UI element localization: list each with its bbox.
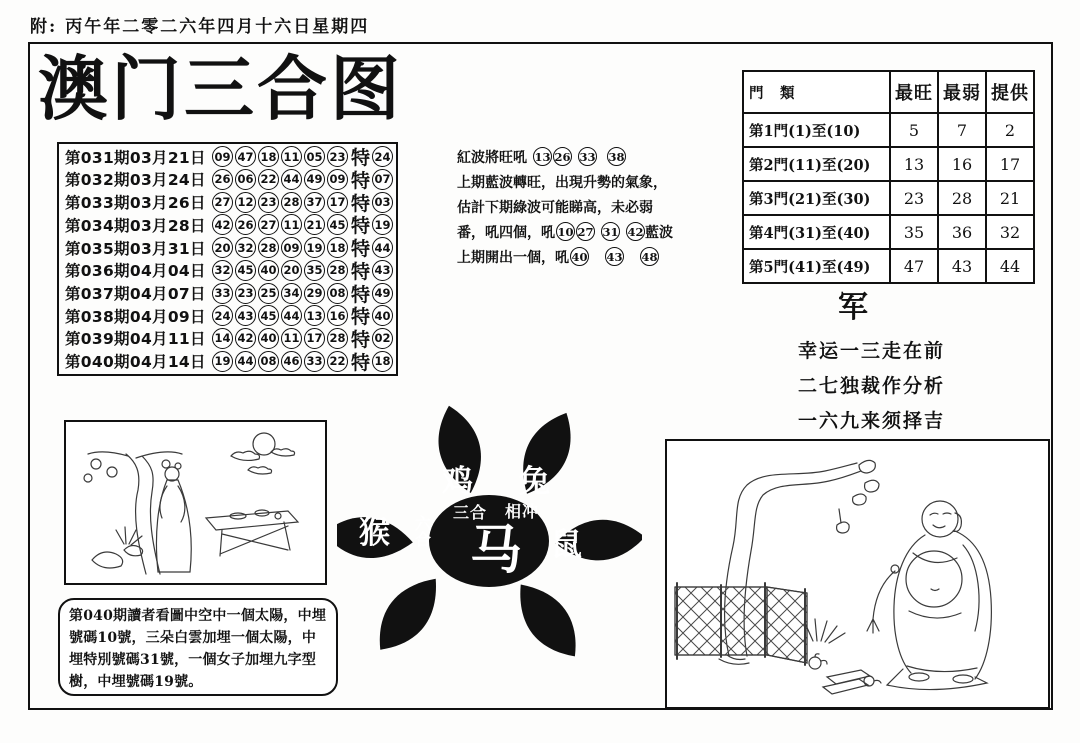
- tree-roots: [719, 655, 749, 664]
- forecast-line: [457, 169, 707, 194]
- draw-label: 第036期04月04日: [65, 262, 206, 281]
- special-number: 40: [372, 305, 393, 326]
- gate-table-row: [743, 181, 1034, 215]
- gate-weak: 43: [938, 249, 986, 283]
- gate-header-weak: 最弱: [938, 71, 986, 113]
- date-note: 附: 丙午年二零二六年四月十六日星期四: [30, 17, 370, 37]
- table-row: [65, 259, 393, 281]
- gate-offer: 21: [986, 181, 1034, 215]
- draw-number: 20: [281, 260, 302, 281]
- draw-number: 11: [281, 328, 302, 349]
- draw-label: 第039期04月11日: [65, 330, 206, 349]
- draw-number: 28: [258, 237, 279, 258]
- draw-number: 49: [304, 169, 325, 190]
- gate-hot: 47: [890, 249, 938, 283]
- gate-header-category: 門 類: [743, 71, 890, 113]
- draw-number: 18: [327, 237, 348, 258]
- special-number: 24: [372, 146, 393, 167]
- buddha-eyes: [930, 513, 951, 515]
- draw-number: 46: [281, 351, 302, 372]
- gate-weak: 28: [938, 181, 986, 215]
- buddha-head: [922, 501, 958, 537]
- draw-label: 第037期04月07日: [65, 285, 206, 304]
- table-row: [65, 191, 393, 213]
- gate-table-row: [743, 215, 1034, 249]
- draw-number: 19: [304, 237, 325, 258]
- draw-number: 18: [258, 146, 279, 167]
- draw-number: 23: [327, 146, 348, 167]
- page-title: 澳门三合图: [38, 48, 403, 130]
- special-label: 特: [351, 192, 371, 215]
- draw-number: 29: [304, 283, 325, 304]
- draw-number: 08: [258, 351, 279, 372]
- poem-line: 一六九来须择吉: [798, 410, 946, 432]
- fruit: [162, 460, 170, 468]
- poem-title: 军: [838, 290, 868, 325]
- whisk-tassel: [867, 619, 879, 633]
- ground-cloth: [887, 669, 987, 690]
- draw-number: 44: [281, 169, 302, 190]
- draw-number: 26: [212, 169, 233, 190]
- special-number: 44: [372, 237, 393, 258]
- draw-number: 27: [212, 192, 233, 213]
- special-number: 03: [372, 192, 393, 213]
- special-label: 特: [351, 147, 371, 170]
- draw-number: 17: [304, 328, 325, 349]
- draw-number: 14: [212, 328, 233, 349]
- forecast-text: 番，吼四個，吼: [457, 224, 555, 241]
- label-liuhe-char: 六: [415, 514, 432, 533]
- table-row: [65, 327, 393, 349]
- buddha-foot: [953, 675, 973, 683]
- draw-label: 第031期03月21日: [65, 148, 206, 167]
- zodiac-flower: [337, 404, 642, 669]
- buddha-hand: [891, 565, 899, 573]
- draw-number: 24: [212, 305, 233, 326]
- draw-number: 09: [212, 146, 233, 167]
- gate-category: 第5門(41)至(49): [743, 249, 890, 283]
- forecast-text: 估計下期綠波可能睇高，未必弱: [457, 199, 653, 216]
- grass: [805, 619, 845, 643]
- table-row: [65, 282, 393, 304]
- draw-number: 23: [235, 283, 256, 304]
- gate-table-row: [743, 147, 1034, 181]
- special-label: 特: [351, 260, 371, 283]
- lady-robe: [156, 480, 191, 572]
- forecast-number: 48: [640, 247, 659, 266]
- draw-label: 第032期03月24日: [65, 171, 206, 190]
- draw-number: 23: [258, 192, 279, 213]
- draw-number: 44: [235, 351, 256, 372]
- gate-table-row: [743, 113, 1034, 147]
- gate-hot: 23: [890, 181, 938, 215]
- draw-number: 42: [235, 328, 256, 349]
- forecast-block: [457, 144, 707, 269]
- draw-number: 32: [235, 237, 256, 258]
- forecast-number: 43: [605, 247, 624, 266]
- draw-number: 22: [258, 169, 279, 190]
- draw-number: 35: [304, 260, 325, 281]
- forecast-number: 27: [576, 222, 595, 241]
- draw-label: 第038期04月09日: [65, 307, 206, 326]
- draw-number: 43: [235, 305, 256, 326]
- draw-number: 28: [327, 328, 348, 349]
- leaf: [865, 480, 879, 492]
- table-brace: [220, 526, 288, 554]
- draw-label: 第034期03月28日: [65, 216, 206, 235]
- lady-hair-bun: [175, 463, 181, 469]
- special-number: 18: [372, 351, 393, 372]
- rock: [92, 552, 123, 568]
- gate-table-header-row: [743, 71, 1034, 113]
- draw-number: 37: [304, 192, 325, 213]
- gate-offer: 44: [986, 249, 1034, 283]
- draw-number: 12: [235, 192, 256, 213]
- special-label: 特: [351, 169, 371, 192]
- forecast-line: [457, 194, 707, 219]
- forecast-number: 42: [626, 222, 645, 241]
- zodiac-rabbit: 兔: [519, 464, 550, 500]
- forecast-number: 33: [578, 147, 597, 166]
- buddha-sleeve: [963, 545, 979, 631]
- forecast-text: 上期開出一個，吼: [457, 249, 569, 266]
- draw-number: 40: [258, 328, 279, 349]
- label-sanhe: 三合: [453, 503, 488, 522]
- cloud-icon: [271, 449, 295, 456]
- gate-table-row: [743, 249, 1034, 283]
- special-label: 特: [351, 215, 371, 238]
- gate-category: 第2門(11)至(20): [743, 147, 890, 181]
- forecast-text: 藍波: [645, 224, 673, 241]
- draw-label: 第040期04月14日: [65, 353, 206, 372]
- draw-number: 17: [327, 192, 348, 213]
- zodiac-monkey: 猴: [359, 515, 390, 551]
- draw-number: 11: [281, 146, 302, 167]
- teapot: [809, 657, 821, 669]
- buddha-hem: [907, 666, 977, 672]
- leaf: [853, 494, 867, 505]
- table-row: [65, 305, 393, 327]
- caption-text: 第040期讀者看圖中空中一個太陽，中埋號碼10號，三朵白雲加埋一個太陽，中埋特別號碼31號，一個女子加埋九字型樹，中埋號碼19號。: [69, 608, 327, 690]
- gate-category: 第4門(31)至(40): [743, 215, 890, 249]
- special-number: 19: [372, 214, 393, 235]
- forecast-number: 38: [607, 147, 626, 166]
- draw-number: 06: [235, 169, 256, 190]
- gate-header-offer: 提供: [986, 71, 1034, 113]
- right-illustration: [665, 439, 1050, 709]
- buddha-drawing: [667, 441, 1047, 706]
- forecast-line: [457, 144, 707, 169]
- draw-number: 40: [258, 260, 279, 281]
- draw-number: 27: [258, 214, 279, 235]
- draw-number: 25: [258, 283, 279, 304]
- buddha-smile: [933, 525, 945, 528]
- draw-number: 21: [304, 214, 325, 235]
- fruit: [107, 467, 117, 477]
- draw-number: 19: [212, 351, 233, 372]
- gate-offer: 32: [986, 215, 1034, 249]
- gate-hot: 35: [890, 215, 938, 249]
- forecast-text: 紅波將旺吼: [457, 149, 527, 166]
- gate-offer: 2: [986, 113, 1034, 147]
- draw-number: 09: [281, 237, 302, 258]
- forecast-number: 31: [601, 222, 620, 241]
- label-liuhe: [415, 516, 431, 548]
- main-frame: [28, 42, 1053, 710]
- draw-number: 33: [212, 283, 233, 304]
- draw-number: 32: [212, 260, 233, 281]
- zodiac-rooster: 鸡: [442, 464, 473, 500]
- label-liuhe-char: 合: [415, 530, 432, 549]
- lady-under-tree-drawing: [66, 422, 324, 582]
- draw-number: 47: [235, 146, 256, 167]
- special-number: 43: [372, 260, 393, 281]
- staff: [873, 571, 895, 619]
- special-label: 特: [351, 306, 371, 329]
- leaf: [859, 460, 875, 473]
- special-number: 49: [372, 283, 393, 304]
- label-xiangchong: 相冲: [505, 502, 540, 521]
- forecast-number: 13: [533, 147, 552, 166]
- forecast-number: 40: [570, 247, 589, 266]
- draw-number: 26: [235, 214, 256, 235]
- table-row: [65, 146, 393, 168]
- draw-number: 11: [281, 214, 302, 235]
- caption-box: [58, 598, 338, 696]
- forecast-number: 26: [553, 147, 572, 166]
- draw-number: 42: [212, 214, 233, 235]
- left-illustration: [64, 420, 327, 585]
- gate-offer: 17: [986, 147, 1034, 181]
- gate-hot: 5: [890, 113, 938, 147]
- poem-line: 二七独裁作分析: [798, 375, 946, 397]
- buddha-belt: [909, 611, 961, 618]
- draw-number: 28: [281, 192, 302, 213]
- lady-arm: [178, 486, 185, 522]
- cloud-icon: [231, 451, 260, 460]
- lady-arm: [160, 486, 167, 518]
- draw-number: 33: [304, 351, 325, 372]
- draw-number: 22: [327, 351, 348, 372]
- fence-panel: [767, 587, 807, 663]
- table-row: [65, 214, 393, 236]
- draw-number: 20: [212, 237, 233, 258]
- draw-number: 28: [327, 260, 348, 281]
- forecast-line: [457, 219, 707, 244]
- cloud-icon: [248, 467, 272, 474]
- forecast-line: [457, 244, 707, 269]
- special-number: 07: [372, 169, 393, 190]
- draw-number: 05: [304, 146, 325, 167]
- draw-label: 第033期03月26日: [65, 194, 206, 213]
- draw-number: 13: [304, 305, 325, 326]
- fruit: [91, 459, 101, 469]
- hanging-leaf: [837, 509, 850, 533]
- poem-line: 幸运一三走在前: [798, 340, 946, 362]
- table-row: [65, 168, 393, 190]
- forecast-number: 10: [556, 222, 575, 241]
- special-label: 特: [351, 238, 371, 261]
- gate-table: [742, 70, 1035, 284]
- draw-number: 16: [327, 305, 348, 326]
- table-row: [65, 350, 393, 372]
- fruit: [84, 474, 92, 482]
- draw-number: 34: [281, 283, 302, 304]
- zodiac-horse-center: 马: [470, 521, 523, 581]
- tree-branch: [88, 452, 128, 456]
- buddha-robe-right: [955, 531, 991, 679]
- gate-weak: 16: [938, 147, 986, 181]
- table-row: [65, 237, 393, 259]
- gate-weak: 36: [938, 215, 986, 249]
- buddha-foot: [909, 673, 929, 681]
- results-table: [57, 142, 398, 376]
- draw-number: 09: [327, 169, 348, 190]
- dish: [275, 513, 281, 519]
- forecast-text: 上期藍波轉旺，出現升勢的氣象，: [457, 174, 667, 191]
- gate-category: 第3門(21)至(30): [743, 181, 890, 215]
- draw-number: 45: [235, 260, 256, 281]
- special-label: 特: [351, 351, 371, 374]
- draw-number: 45: [327, 214, 348, 235]
- zodiac-rat: 鼠: [551, 527, 582, 563]
- special-label: 特: [351, 283, 371, 306]
- special-number: 02: [372, 328, 393, 349]
- gate-hot: 13: [890, 147, 938, 181]
- snail-head: [874, 680, 881, 683]
- buddha-navel: [931, 589, 939, 591]
- gate-weak: 7: [938, 113, 986, 147]
- special-label: 特: [351, 328, 371, 351]
- draw-number: 45: [258, 305, 279, 326]
- gate-category: 第1門(1)至(10): [743, 113, 890, 147]
- draw-number: 08: [327, 283, 348, 304]
- draw-number: 44: [281, 305, 302, 326]
- draw-label: 第035期03月31日: [65, 239, 206, 258]
- gate-header-hot: 最旺: [890, 71, 938, 113]
